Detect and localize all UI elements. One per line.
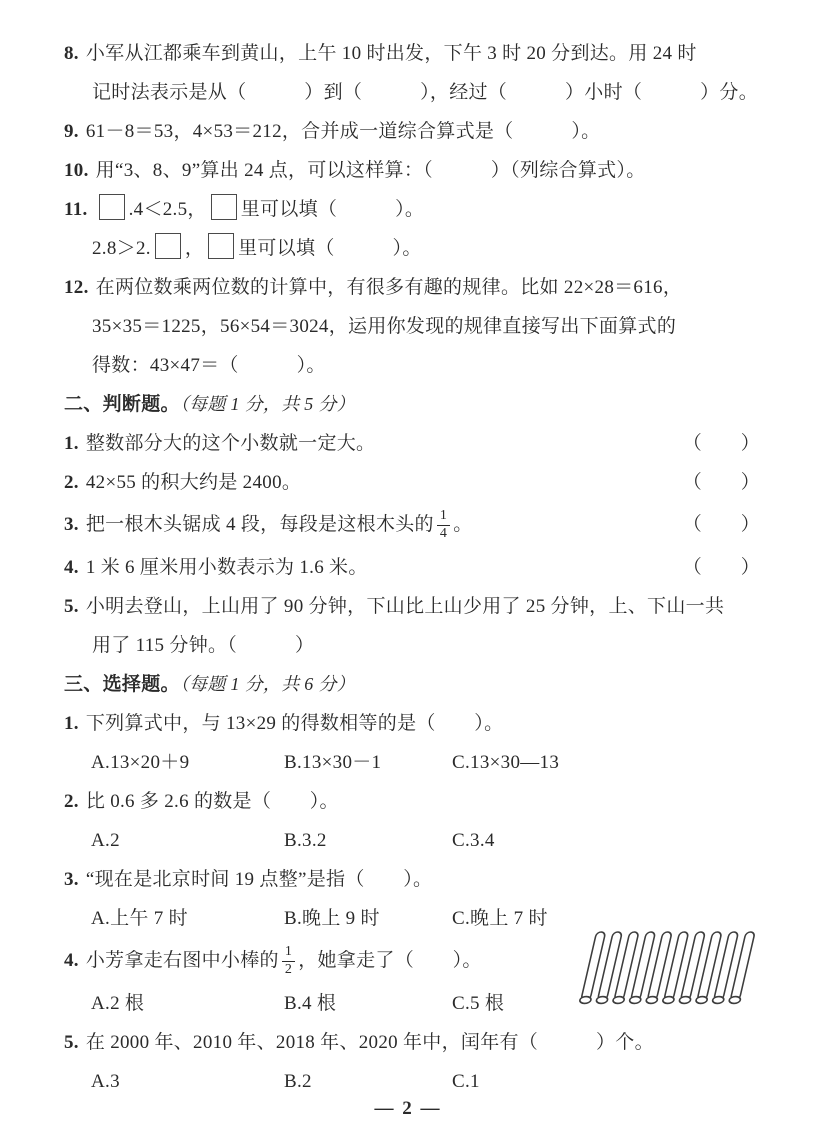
answer-paren: （ ） bbox=[682, 472, 760, 493]
choice-question-1 bbox=[64, 704, 760, 743]
question-number: 8. bbox=[64, 43, 79, 64]
question-text: 在两位数乘两位数的计算中，有很多有趣的规律。比如 22×28＝616， bbox=[95, 277, 683, 298]
choice-question-1-options bbox=[64, 743, 760, 782]
option-a: A.13×20＋9 bbox=[91, 752, 190, 773]
section-title: 二、判断题。 bbox=[64, 394, 180, 415]
choice-question-2 bbox=[64, 782, 760, 821]
judge-question-2 bbox=[64, 463, 760, 502]
fill-question-9 bbox=[64, 112, 760, 151]
question-text: 61－8＝53，4×53＝212，合并成一道综合算式是（ ）。 bbox=[85, 121, 601, 142]
fraction bbox=[437, 509, 450, 541]
question-text: 42×55 的积大约是 2400。 bbox=[85, 472, 302, 493]
question-text: 得数：43×47＝（ ）。 bbox=[92, 355, 326, 376]
fill-question-11-line-2 bbox=[64, 229, 760, 268]
question-number: 3. bbox=[64, 514, 79, 535]
question-number: 11. bbox=[64, 199, 88, 220]
answer-paren: （ ） bbox=[682, 433, 760, 454]
answer-paren: （ ） bbox=[682, 514, 760, 535]
judge-question-5-line-1 bbox=[64, 587, 760, 626]
blank-box bbox=[155, 233, 181, 259]
option-c: C.1 bbox=[452, 1071, 480, 1092]
option-b: B.2 bbox=[284, 1071, 312, 1092]
question-number: 5. bbox=[64, 1032, 79, 1053]
fraction-denominator: 2 bbox=[284, 962, 293, 978]
choice-question-2-options bbox=[64, 821, 760, 860]
blank-box bbox=[211, 194, 237, 220]
answer-paren: （ ） bbox=[682, 557, 760, 578]
judge-question-3 bbox=[64, 502, 760, 548]
question-number: 4. bbox=[64, 950, 79, 971]
question-number: 2. bbox=[64, 791, 79, 812]
question-number: 1. bbox=[64, 713, 79, 734]
question-text: 把一根木头锯成 4 段，每段是这根木头的 bbox=[85, 514, 434, 535]
section-judge-header bbox=[64, 385, 760, 424]
judge-question-1 bbox=[64, 424, 760, 463]
question-text: 2.8＞2. bbox=[92, 238, 151, 259]
question-text: “现在是北京时间 19 点整”是指（ ）。 bbox=[85, 869, 433, 890]
choice-question-5 bbox=[64, 1023, 760, 1062]
question-text: 里可以填（ ）。 bbox=[238, 238, 422, 259]
option-b: B.13×30－1 bbox=[284, 752, 382, 773]
option-a: A.上午 7 时 bbox=[91, 908, 188, 929]
question-text: .4＜2.5， bbox=[128, 199, 207, 220]
option-a: A.3 bbox=[91, 1071, 120, 1092]
fraction-numerator: 1 bbox=[282, 945, 295, 962]
option-c: C.13×30—13 bbox=[452, 752, 560, 773]
question-text: 里可以填（ ）。 bbox=[240, 199, 425, 220]
question-text: 整数部分大的这个小数就一定大。 bbox=[85, 433, 376, 454]
question-number: 1. bbox=[64, 433, 79, 454]
blank-box bbox=[208, 233, 234, 259]
section-subtitle: （每题 1 分，共 5 分） bbox=[179, 394, 356, 414]
judge-question-5-line-2 bbox=[64, 626, 760, 665]
blank-box bbox=[99, 194, 125, 220]
question-number: 4. bbox=[64, 557, 79, 578]
option-a: A.2 bbox=[91, 830, 120, 851]
fill-question-8-line-2 bbox=[64, 73, 760, 112]
question-text: 比 0.6 多 2.6 的数是（ ）。 bbox=[85, 791, 339, 812]
fill-question-11-line-1 bbox=[64, 190, 760, 229]
fraction bbox=[282, 945, 295, 977]
option-b: B.4 根 bbox=[284, 993, 337, 1014]
fraction-numerator: 1 bbox=[437, 509, 450, 526]
section-choice-header bbox=[64, 665, 760, 704]
option-c: C.3.4 bbox=[452, 830, 495, 851]
question-number: 5. bbox=[64, 596, 79, 617]
fill-question-12-line-2 bbox=[64, 307, 760, 346]
question-number: 3. bbox=[64, 869, 79, 890]
question-text: ， bbox=[184, 238, 205, 259]
question-text: 35×35＝1225，56×54＝3024，运用你发现的规律直接写出下面算式的 bbox=[92, 316, 677, 337]
fill-question-8-line-1 bbox=[64, 34, 760, 73]
fill-question-12-line-1 bbox=[64, 268, 760, 307]
question-text: 1 米 6 厘米用小数表示为 1.6 米。 bbox=[85, 557, 368, 578]
question-text: 小军从江都乘车到黄山，上午 10 时出发，下午 3 时 20 分到达。用 24 时 bbox=[85, 43, 697, 64]
page-number: — 2 — bbox=[374, 1098, 442, 1119]
question-number: 10. bbox=[64, 160, 89, 181]
option-b: B.3.2 bbox=[284, 830, 327, 851]
choice-question-5-options bbox=[64, 1062, 760, 1101]
judge-question-4 bbox=[64, 548, 760, 587]
question-text: 在 2000 年、2010 年、2018 年、2020 年中，闰年有（ ）个。 bbox=[85, 1032, 654, 1053]
question-text: 下列算式中，与 13×29 的得数相等的是（ ）。 bbox=[85, 713, 504, 734]
option-c: C.晚上 7 时 bbox=[452, 908, 548, 929]
option-a: A.2 根 bbox=[91, 993, 145, 1014]
section-title: 三、选择题。 bbox=[64, 674, 180, 695]
question-text: 记时法表示是从（ ）到（ ），经过（ ）小时（ ）分。 bbox=[92, 82, 759, 103]
section-subtitle: （每题 1 分，共 6 分） bbox=[179, 674, 356, 694]
question-text: ，她拿走了（ ）。 bbox=[298, 950, 482, 971]
option-b: B.晚上 9 时 bbox=[284, 908, 380, 929]
question-text: 用“3、8、9”算出 24 点，可以这样算：（ ）（列综合算式）。 bbox=[95, 160, 646, 181]
question-text: 小芳拿走右图中小棒的 bbox=[85, 950, 279, 971]
fraction-denominator: 4 bbox=[439, 526, 448, 542]
question-number: 9. bbox=[64, 121, 79, 142]
fill-question-10 bbox=[64, 151, 760, 190]
option-c: C.5 根 bbox=[452, 993, 505, 1014]
sticks-group bbox=[579, 932, 756, 1003]
choice-question-3 bbox=[64, 860, 760, 899]
question-number: 2. bbox=[64, 472, 79, 493]
question-text: 用了 115 分钟。（ ） bbox=[92, 635, 315, 656]
question-text: 小明去登山，上山用了 90 分钟，下山比上山少用了 25 分钟，上、下山一共 bbox=[85, 596, 725, 617]
fill-question-12-line-3 bbox=[64, 346, 760, 385]
question-text: 。 bbox=[453, 514, 473, 535]
question-number: 12. bbox=[64, 277, 89, 298]
sticks-image bbox=[576, 926, 768, 1014]
